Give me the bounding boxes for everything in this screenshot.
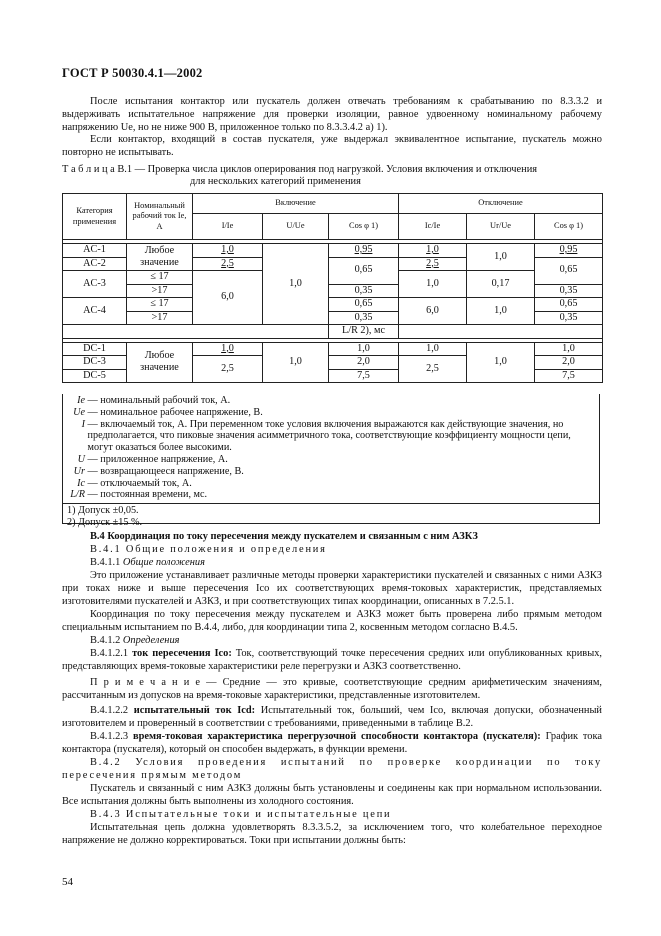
note-text: — возвращающееся напряжение, В.: [87, 465, 244, 477]
cell: 0,35: [329, 311, 399, 325]
table-notes: [62, 394, 600, 528]
cell: 0,35: [535, 311, 603, 325]
cell: 0,95: [535, 244, 603, 258]
footnote-2: 2) Допуск ±15 %.: [67, 516, 142, 528]
b4-paragraph-6: Пускатель и связанный с ним АЗКЗ должны быть установлены и соединены как при нормальном использовании. Все испытания должны быть выполнены из холодного состояния.: [62, 783, 602, 807]
section-b41-title: В.4.1 Общие положения и определения: [90, 544, 327, 555]
cell: 1,0: [399, 244, 467, 258]
b4-paragraph-7: Испытательная цепь должна удовлетворять 8.3.3.5.2, за исключением того, что колебательное переходное напряжение не должно корректироваться. Токи при испытании должны быть:: [62, 822, 602, 846]
note-symbol: I: [81, 418, 85, 430]
header-lr-making: L/R 2), мс: [329, 325, 399, 339]
section-b412-number: В.4.1.2: [90, 635, 121, 646]
cell: 0,95: [329, 244, 399, 258]
cell: 0,65: [535, 298, 603, 312]
cell: 1,0: [467, 298, 535, 325]
cell: 0,65: [535, 257, 603, 284]
term-test-current: испытательный ток Icd:: [133, 705, 256, 716]
intro-paragraph-2: Если контактор, входящий в состав пускателя, уже выдержал эквивалентное испытание, пускатель можно повторно не испытывать.: [62, 134, 602, 158]
cell-blank: [399, 325, 603, 339]
note-text: — номинальное рабочее напряжение, В.: [87, 406, 263, 418]
section-b4121-text: Ток, соответствующий точке пересечения средних или опубликованных кривых, представляющих время-токовые характеристики реле перегрузки и АЗКЗ соответственно.: [62, 648, 602, 672]
section-b4122-text: Испытательный ток, больший, чем Ico, включая допуски, обозначенный изготовителем и проверенный в соответствии с требованиями, приведенными в таблице В.2.: [62, 705, 602, 729]
header-cos-making: Cos φ 1): [329, 214, 399, 240]
table-caption: [62, 164, 602, 188]
cell-blank: [63, 325, 329, 339]
cell: 2,0: [535, 356, 603, 370]
cell: 2,5: [193, 356, 263, 383]
cell: 1,0: [467, 244, 535, 271]
cell: 0,65: [329, 298, 399, 312]
note-text: — номинальный рабочий ток, А.: [87, 395, 231, 406]
note-paragraph: П р и м е ч а н и е — Средние — это кривые, соответствующие средним арифметическим значениям, рассчитанным из допусков на время-токовые характеристики, представленные изготовителем.: [62, 677, 602, 701]
header-ic-ie: Ic/Ie: [399, 214, 467, 240]
cell-any-value-ac: Любое значение: [127, 244, 193, 271]
cell: 7,5: [535, 369, 603, 383]
note-symbol: Ic: [77, 477, 85, 489]
cell: >17: [127, 311, 193, 325]
note-row: [67, 419, 595, 454]
cell-ac1: AC-1: [63, 244, 127, 258]
note-row: [67, 478, 595, 490]
cell: 0,65: [329, 257, 399, 284]
header-i-ie: I/Ie: [193, 214, 263, 240]
cell: 2,0: [329, 356, 399, 370]
note-text: — постоянная времени, мс.: [87, 489, 208, 501]
cell: >17: [127, 284, 193, 298]
cell: 2,5: [193, 257, 263, 271]
cell-dc3: DC-3: [63, 356, 127, 370]
cell-ac4: AC-4: [63, 298, 127, 325]
note-symbol: Ue: [73, 406, 85, 418]
section-b42-title: В.4.2 Условия проведения испытаний по проверке координации по току пересечения прямым методом: [62, 757, 602, 781]
term-crossover-current: ток пересечения Ico:: [132, 648, 232, 659]
section-b4122: [62, 705, 602, 731]
section-b412-title: [62, 635, 602, 648]
cell-any-value-dc: Любое значение: [127, 342, 193, 383]
section-b4121: [62, 648, 602, 674]
cell-dc1: DC-1: [63, 342, 127, 356]
note-row: [67, 395, 595, 407]
b4-paragraph-2: Координация по току пересечения между пускателем и АЗКЗ может быть проверена либо прямым методом специальным испытанием по В.4.4, либо, для координации типа 2, косвенным методом согласно В.4.5.: [62, 609, 602, 633]
note-symbol: Ie: [77, 395, 85, 406]
note-symbol: U: [77, 453, 85, 465]
header-rated-current: Номинальный рабочий ток Ie, А: [127, 194, 193, 240]
section-b4122-number: В.4.1.2.2: [90, 705, 129, 716]
note-row: [67, 466, 595, 478]
section-b4-title: В.4 Координация по току пересечения между пускателем и связанным с ним АЗКЗ: [90, 531, 478, 542]
page-number: 54: [62, 876, 73, 888]
header-making: Включение: [193, 194, 399, 214]
cell: 1,0: [193, 244, 263, 258]
cell: 6,0: [399, 298, 467, 325]
table-caption-line-1: Т а б л и ц а В.1 — Проверка числа циклов оперирования под нагрузкой. Условия включения и отключения: [62, 164, 538, 175]
note-row: [67, 407, 595, 419]
cell-dc5: DC-5: [63, 369, 127, 383]
cell: 1,0: [263, 342, 329, 383]
section-b4121-number: В.4.1.2.1: [90, 648, 129, 659]
section-b4123-number: В.4.1.2.3: [90, 731, 129, 742]
cell: 0,35: [329, 284, 399, 298]
intro-paragraph-1: После испытания контактор или пускатель должен отвечать требованиям к срабатыванию по 8.3.3.2 и выдерживать испытательное напряжение для проверки изоляции, равное удвоенному номинальному рабочему напряжению Ue, но не ниже 900 В, приложенное только по 8.3.3.4.2 a) 1).: [62, 96, 602, 133]
section-b4123-text: График тока контактора (пускателя), который он способен выдержать, в функции времени.: [62, 731, 602, 755]
cell: ≤ 17: [127, 298, 193, 312]
note-symbol: L/R: [70, 489, 85, 501]
cell: 0,35: [535, 284, 603, 298]
section-b43-title: В.4.3 Испытательные токи и испытательные цепи: [90, 809, 392, 820]
header-breaking: Отключение: [399, 194, 603, 214]
cell-ac3: AC-3: [63, 271, 127, 298]
cell: 1,0: [329, 342, 399, 356]
footnote-1: 1) Допуск ±0,05.: [63, 503, 599, 517]
cell: 1,0: [467, 342, 535, 383]
document-header: ГОСТ Р 50030.4.1—2002: [62, 66, 203, 80]
note-text: — приложенное напряжение, А.: [87, 453, 228, 465]
term-overload-characteristic: время-токовая характеристика перегрузочной способности контактора (пускателя):: [132, 731, 541, 742]
cell: ≤ 17: [127, 271, 193, 285]
cell: 1,0: [399, 271, 467, 298]
section-b4123: [62, 731, 602, 757]
header-ur-ue: Ur/Ue: [467, 214, 535, 240]
note-text: — включаемый ток, А. При переменном токе условия включения выражаются как действующие значения, но предполагается, что пиковые значения асимметричного тока, соответствующие коэффициенту мощности цепи, могут оказаться более высокими.: [87, 418, 571, 454]
cell: 0,17: [467, 271, 535, 298]
section-b411-number: В.4.1.1: [90, 557, 121, 568]
cell: 7,5: [329, 369, 399, 383]
cell: 1,0: [263, 244, 329, 325]
cell-ac2: AC-2: [63, 257, 127, 271]
b4-paragraph-1: Это приложение устанавливает различные методы проверки характеристики пускателей и связанных с ними АЗКЗ при токах ниже и выше пересечения Ico их соответствующих время-токовых характеристик, представляемых изготовителями пускателей и АЗКЗ, и при соответствующих типах координации, описанных в 7.2.5.1.: [62, 570, 602, 607]
note-row: [67, 454, 595, 466]
section-b411-name: Общие положения: [122, 557, 205, 568]
section-b412-name: Определения: [122, 635, 180, 646]
cell: 1,0: [535, 342, 603, 356]
cell: 6,0: [193, 271, 263, 325]
header-cos-breaking: Cos φ 1): [535, 214, 603, 240]
cell: 1,0: [399, 342, 467, 356]
operating-cycles-table: [62, 193, 603, 383]
note-text: — отключаемый ток, А.: [87, 477, 192, 489]
note-symbol: Ur: [73, 465, 85, 477]
header-category: Категория применения: [63, 194, 127, 240]
cell: 2,5: [399, 356, 467, 383]
cell: 1,0: [193, 342, 263, 356]
cell: 2,5: [399, 257, 467, 271]
header-u-ue: U/Ue: [263, 214, 329, 240]
note-row: [67, 489, 595, 501]
section-b411-title: [62, 557, 602, 570]
table-caption-line-2: для нескольких категорий применения: [190, 176, 361, 187]
